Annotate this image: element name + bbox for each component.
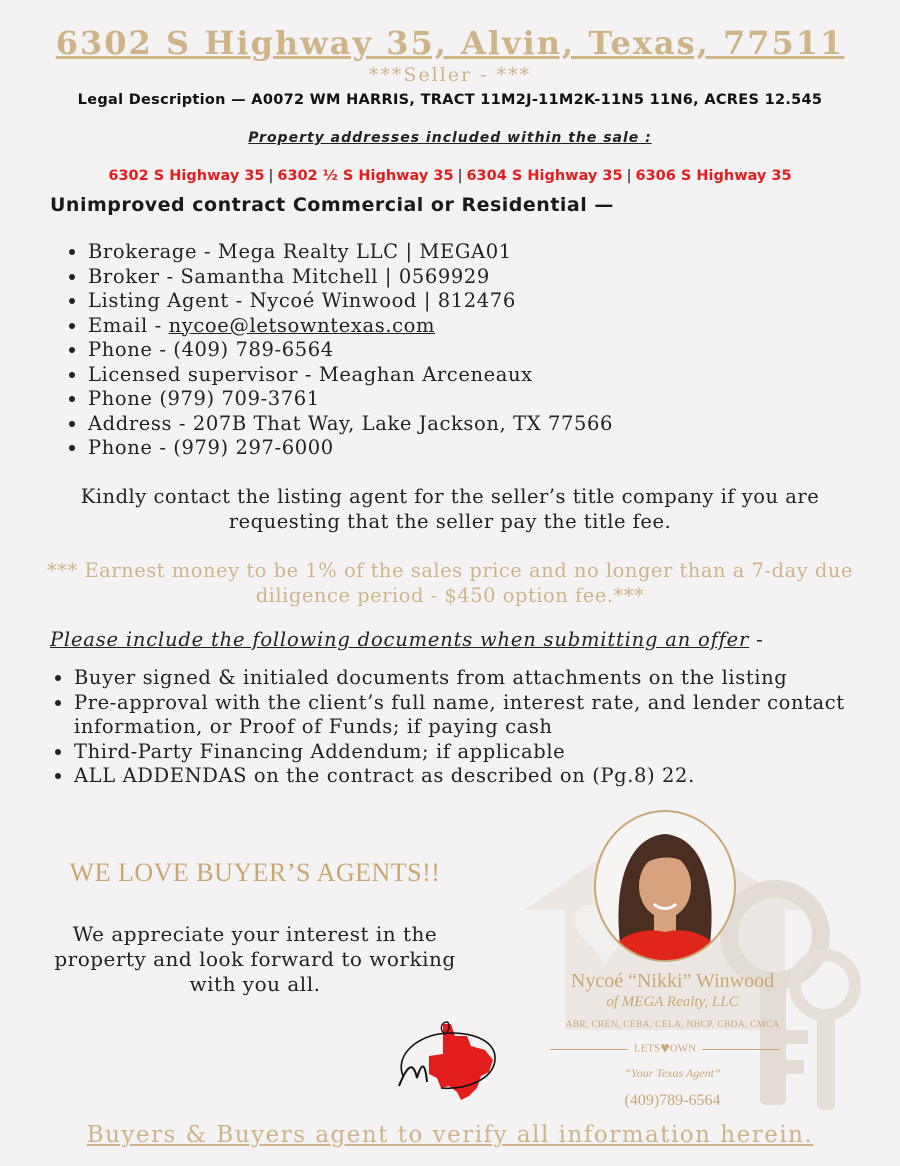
documents-heading [50, 628, 764, 651]
contact-phone-agent: • Phone - (409) 789-6564 [88, 338, 613, 363]
divider-line [550, 1049, 628, 1050]
address-separator: | [626, 168, 632, 184]
included-addresses-heading: Property addresses included within the sale : [248, 130, 652, 146]
address-4: 6306 S Highway 35 [635, 168, 792, 184]
contact-phone-office: • Phone - (979) 297-6000 [88, 436, 613, 461]
title-company-note: Kindly contact the listing agent for the seller’s title company if you are requesting that the seller pay the title fee. [80, 485, 820, 533]
agent-portrait [592, 808, 738, 964]
contract-type: Unimproved contract Commercial or Residential — [50, 194, 614, 216]
contact-list [42, 240, 613, 461]
property-title: 6302 S Highway 35, Alvin, Texas, 77511 [55, 24, 845, 62]
lets-own-logo [530, 1040, 800, 1058]
list-item: • Pre-approval with the client’s full name, interest rate, and lender contact information, or Proof of Funds; if paying cash [74, 691, 900, 740]
promo-message: We appreciate your interest in the property and look forward to working with you all. [54, 922, 456, 996]
agent-tagline: “Your Texas Agent” [624, 1066, 721, 1080]
contact-brokerage: • Brokerage - Mega Realty LLC | MEGA01 [88, 240, 613, 265]
list-item: • Buyer signed & initialed documents from attachments on the listing [74, 666, 900, 691]
contact-email [88, 314, 613, 339]
address-3: 6304 S Highway 35 [466, 168, 623, 184]
divider-line [702, 1049, 780, 1050]
documents-heading-suffix: - [749, 628, 764, 651]
agent-credentials: ABR, CREN, CEBA, CELA, NHCP, CBDA, CMCA [565, 1020, 780, 1030]
contact-phone-supervisor: • Phone (979) 709-3761 [88, 387, 613, 412]
address-separator: | [457, 168, 463, 184]
contact-address: • Address - 207B That Way, Lake Jackson, TX 77566 [88, 412, 613, 437]
address-1: 6302 S Highway 35 [108, 168, 265, 184]
contact-broker: • Broker - Samantha Mitchell | 0569929 [88, 265, 613, 290]
list-item: • ALL ADDENDAS on the contract as described on (Pg.8) 22. [74, 764, 900, 789]
heart-icon: ♥ [660, 1040, 670, 1057]
legal-description: Legal Description — A0072 WM HARRIS, TRACT 11M2J-11M2K-11N5 11N6, ACRES 12.545 [77, 92, 823, 108]
contact-listing-agent: • Listing Agent - Nycoé Winwood | 812476 [88, 289, 613, 314]
included-addresses [0, 168, 900, 184]
agent-org: of MEGA Realty, LLC [606, 994, 739, 1010]
earnest-money-note: *** Earnest money to be 1% of the sales price and no longer than a 7-day due diligence period - $450 option fee.*** [47, 559, 853, 607]
mega-realty-logo [385, 1016, 510, 1102]
agent-name: Nycoé “Nikki” Winwood [570, 970, 775, 992]
address-2: 6302 ½ S Highway 35 [277, 168, 454, 184]
own-text: OWN [669, 1042, 697, 1055]
address-separator: | [268, 168, 274, 184]
email-link[interactable]: nycoe@letsowntexas.com [168, 313, 436, 337]
lets-text: LETS [633, 1042, 661, 1055]
email-label: Email - [88, 313, 169, 337]
agent-phone: (409)789-6564 [624, 1092, 721, 1109]
seller-line: ***Seller - *** [368, 64, 532, 86]
documents-heading-text: Please include the following documents when submitting an offer [50, 628, 750, 651]
promo-headline: WE LOVE BUYER’S AGENTS!! [69, 858, 441, 887]
list-item: • Third-Party Financing Addendum; if applicable [74, 740, 900, 765]
footer-disclaimer: Buyers & Buyers agent to verify all information herein. [86, 1122, 814, 1148]
contact-supervisor: • Licensed supervisor - Meaghan Arceneaux [88, 363, 613, 388]
documents-list [28, 666, 900, 789]
